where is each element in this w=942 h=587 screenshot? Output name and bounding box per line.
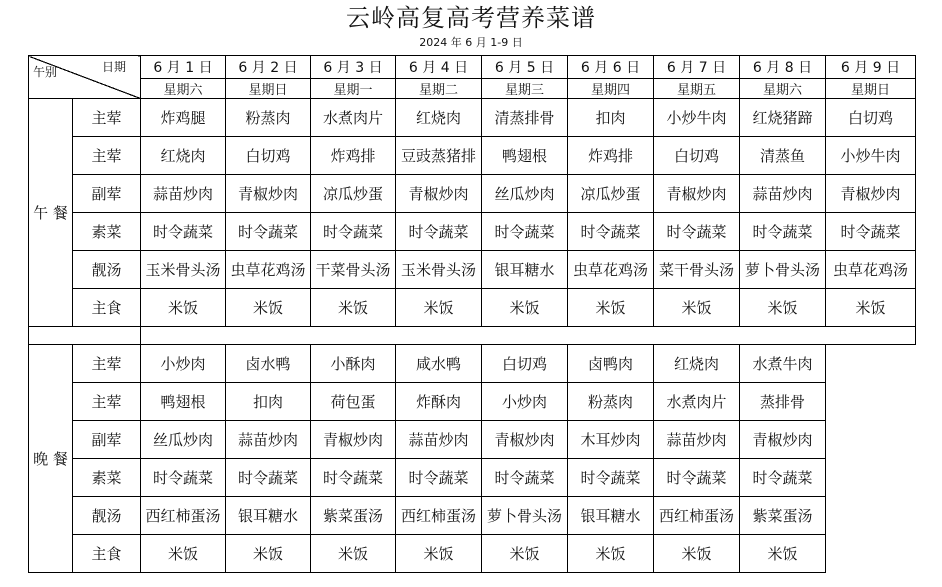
dish-cell: 水煮肉片 <box>311 99 396 137</box>
dish-cell: 时令蔬菜 <box>482 459 568 497</box>
dish-cell: 银耳糖水 <box>482 251 568 289</box>
dish-cell: 时令蔬菜 <box>654 459 740 497</box>
dish-cell: 时令蔬菜 <box>396 213 482 251</box>
separator-cell <box>141 327 916 345</box>
dish-cell: 米饭 <box>740 535 826 573</box>
dish-cell: 时令蔬菜 <box>482 213 568 251</box>
date-cell: 6 月 3 日 <box>311 56 396 79</box>
dish-cell: 水煮牛肉 <box>740 345 826 383</box>
dish-cell: 蒸排骨 <box>740 383 826 421</box>
dish-cell: 小炒牛肉 <box>826 137 916 175</box>
dish-cell: 炸鸡排 <box>311 137 396 175</box>
corner-date-label: 日期 <box>101 60 126 74</box>
dish-cell: 咸水鸭 <box>396 345 482 383</box>
dish-cell: 时令蔬菜 <box>740 459 826 497</box>
dish-cell: 凉瓜炒蛋 <box>568 175 654 213</box>
date-cell: 6 月 8 日 <box>740 56 826 79</box>
dish-cell: 蒜苗炒肉 <box>226 421 311 459</box>
dish-cell: 银耳糖水 <box>226 497 311 535</box>
dish-cell: 青椒炒肉 <box>311 421 396 459</box>
dish-cell: 白切鸡 <box>826 99 916 137</box>
dish-cell: 扣肉 <box>226 383 311 421</box>
dish-cell: 凉瓜炒蛋 <box>311 175 396 213</box>
dish-cell: 蒜苗炒肉 <box>654 421 740 459</box>
dish-cell: 红烧肉 <box>654 345 740 383</box>
dish-cell: 青椒炒肉 <box>482 421 568 459</box>
dish-cell: 虫草花鸡汤 <box>226 251 311 289</box>
dish-cell: 西红柿蛋汤 <box>141 497 226 535</box>
dish-cell: 玉米骨头汤 <box>141 251 226 289</box>
dish-cell: 青椒炒肉 <box>226 175 311 213</box>
dish-cell: 小酥肉 <box>311 345 396 383</box>
dish-cell: 白切鸡 <box>654 137 740 175</box>
dish-cell: 鸭翅根 <box>482 137 568 175</box>
dish-cell: 米饭 <box>311 289 396 327</box>
dish-cell: 时令蔬菜 <box>568 213 654 251</box>
dish-cell: 时令蔬菜 <box>226 459 311 497</box>
dish-cell: 鸭翅根 <box>141 383 226 421</box>
dish-cell: 红烧猪蹄 <box>740 99 826 137</box>
dish-cell: 时令蔬菜 <box>396 459 482 497</box>
dish-cell: 红烧肉 <box>141 137 226 175</box>
category-cell: 素菜 <box>73 213 141 251</box>
dish-cell: 虫草花鸡汤 <box>826 251 916 289</box>
dish-cell: 时令蔬菜 <box>311 459 396 497</box>
separator-cell <box>29 327 141 345</box>
dish-cell: 干菜骨头汤 <box>311 251 396 289</box>
dish-cell: 白切鸡 <box>482 345 568 383</box>
dish-cell: 荷包蛋 <box>311 383 396 421</box>
dish-cell: 米饭 <box>141 535 226 573</box>
dish-cell: 米饭 <box>396 289 482 327</box>
date-cell: 6 月 7 日 <box>654 56 740 79</box>
date-cell: 6 月 6 日 <box>568 56 654 79</box>
dinner-row <box>29 535 916 573</box>
dish-cell: 银耳糖水 <box>568 497 654 535</box>
lunch-label: 午 餐 <box>29 99 73 327</box>
dish-cell: 米饭 <box>654 289 740 327</box>
dish-cell: 虫草花鸡汤 <box>568 251 654 289</box>
dish-cell: 萝卜骨头汤 <box>482 497 568 535</box>
dish-cell: 时令蔬菜 <box>141 459 226 497</box>
dish-cell: 蒜苗炒肉 <box>141 175 226 213</box>
date-cell: 6 月 1 日 <box>141 56 226 79</box>
dish-cell: 西红柿蛋汤 <box>654 497 740 535</box>
weekday-cell: 星期二 <box>396 79 482 99</box>
dish-cell: 米饭 <box>654 535 740 573</box>
dish-cell: 米饭 <box>226 289 311 327</box>
page-title: 云岭高复高考营养菜谱 <box>346 4 596 32</box>
dish-cell: 菜干骨头汤 <box>654 251 740 289</box>
dish-cell: 卤鸭肉 <box>568 345 654 383</box>
empty-cell <box>826 345 916 573</box>
separator-row <box>29 327 916 345</box>
table-corner-cell <box>29 56 141 99</box>
dish-cell: 时令蔬菜 <box>568 459 654 497</box>
dish-cell: 清蒸鱼 <box>740 137 826 175</box>
dish-cell: 丝瓜炒肉 <box>482 175 568 213</box>
dinner-row <box>29 497 916 535</box>
dish-cell: 炸鸡腿 <box>141 99 226 137</box>
dish-cell: 时令蔬菜 <box>654 213 740 251</box>
lunch-row <box>29 289 916 327</box>
weekday-cell: 星期五 <box>654 79 740 99</box>
dish-cell: 米饭 <box>396 535 482 573</box>
category-cell: 主食 <box>73 535 141 573</box>
category-cell: 主荤 <box>73 383 141 421</box>
dish-cell: 清蒸排骨 <box>482 99 568 137</box>
weekday-header-row <box>29 79 916 99</box>
dish-cell: 米饭 <box>482 535 568 573</box>
dish-cell: 炸鸡排 <box>568 137 654 175</box>
dish-cell: 粉蒸肉 <box>226 99 311 137</box>
lunch-row <box>29 137 916 175</box>
dish-cell: 米饭 <box>311 535 396 573</box>
weekday-cell: 星期一 <box>311 79 396 99</box>
dish-cell: 丝瓜炒肉 <box>141 421 226 459</box>
date-header-row <box>29 56 916 79</box>
menu-table <box>28 55 916 573</box>
dish-cell: 木耳炒肉 <box>568 421 654 459</box>
category-cell: 主荤 <box>73 137 141 175</box>
dinner-row <box>29 383 916 421</box>
category-cell: 靓汤 <box>73 497 141 535</box>
dish-cell: 米饭 <box>141 289 226 327</box>
dish-cell: 卤水鸭 <box>226 345 311 383</box>
dish-cell: 蒜苗炒肉 <box>396 421 482 459</box>
dish-cell: 米饭 <box>568 535 654 573</box>
weekday-cell: 星期六 <box>740 79 826 99</box>
category-cell: 副荤 <box>73 175 141 213</box>
dish-cell: 紫菜蛋汤 <box>740 497 826 535</box>
dish-cell: 青椒炒肉 <box>396 175 482 213</box>
dish-cell: 扣肉 <box>568 99 654 137</box>
dish-cell: 米饭 <box>568 289 654 327</box>
dish-cell: 炸酥肉 <box>396 383 482 421</box>
category-cell: 主荤 <box>73 99 141 137</box>
lunch-row <box>29 175 916 213</box>
dinner-row <box>29 345 916 383</box>
dish-cell: 西红柿蛋汤 <box>396 497 482 535</box>
dish-cell: 水煮肉片 <box>654 383 740 421</box>
dish-cell: 青椒炒肉 <box>654 175 740 213</box>
dish-cell: 豆豉蒸猪排 <box>396 137 482 175</box>
dinner-row <box>29 459 916 497</box>
dish-cell: 时令蔬菜 <box>311 213 396 251</box>
category-cell: 主荤 <box>73 345 141 383</box>
corner-meal-label: 午别 <box>33 65 58 79</box>
dish-cell: 米饭 <box>826 289 916 327</box>
lunch-row <box>29 99 916 137</box>
dish-cell: 玉米骨头汤 <box>396 251 482 289</box>
dish-cell: 青椒炒肉 <box>826 175 916 213</box>
weekday-cell: 星期日 <box>826 79 916 99</box>
dish-cell: 白切鸡 <box>226 137 311 175</box>
dish-cell: 时令蔬菜 <box>226 213 311 251</box>
date-cell: 6 月 2 日 <box>226 56 311 79</box>
dinner-label: 晚 餐 <box>29 345 73 573</box>
date-cell: 6 月 5 日 <box>482 56 568 79</box>
date-cell: 6 月 9 日 <box>826 56 916 79</box>
dish-cell: 红烧肉 <box>396 99 482 137</box>
weekday-cell: 星期四 <box>568 79 654 99</box>
dish-cell: 紫菜蛋汤 <box>311 497 396 535</box>
dinner-row <box>29 421 916 459</box>
category-cell: 素菜 <box>73 459 141 497</box>
dish-cell: 青椒炒肉 <box>740 421 826 459</box>
lunch-row <box>29 213 916 251</box>
category-cell: 主食 <box>73 289 141 327</box>
lunch-row <box>29 251 916 289</box>
dish-cell: 时令蔬菜 <box>826 213 916 251</box>
dish-cell: 小炒肉 <box>141 345 226 383</box>
dish-cell: 小炒牛肉 <box>654 99 740 137</box>
category-cell: 副荤 <box>73 421 141 459</box>
dish-cell: 时令蔬菜 <box>141 213 226 251</box>
dish-cell: 米饭 <box>740 289 826 327</box>
weekday-cell: 星期日 <box>226 79 311 99</box>
dish-cell: 萝卜骨头汤 <box>740 251 826 289</box>
dish-cell: 时令蔬菜 <box>740 213 826 251</box>
date-range-subtitle: 2024 年 6 月 1-9 日 <box>419 36 523 49</box>
dish-cell: 小炒肉 <box>482 383 568 421</box>
dish-cell: 蒜苗炒肉 <box>740 175 826 213</box>
date-cell: 6 月 4 日 <box>396 56 482 79</box>
dish-cell: 米饭 <box>226 535 311 573</box>
category-cell: 靓汤 <box>73 251 141 289</box>
dish-cell: 米饭 <box>482 289 568 327</box>
weekday-cell: 星期六 <box>141 79 226 99</box>
dish-cell: 粉蒸肉 <box>568 383 654 421</box>
weekday-cell: 星期三 <box>482 79 568 99</box>
